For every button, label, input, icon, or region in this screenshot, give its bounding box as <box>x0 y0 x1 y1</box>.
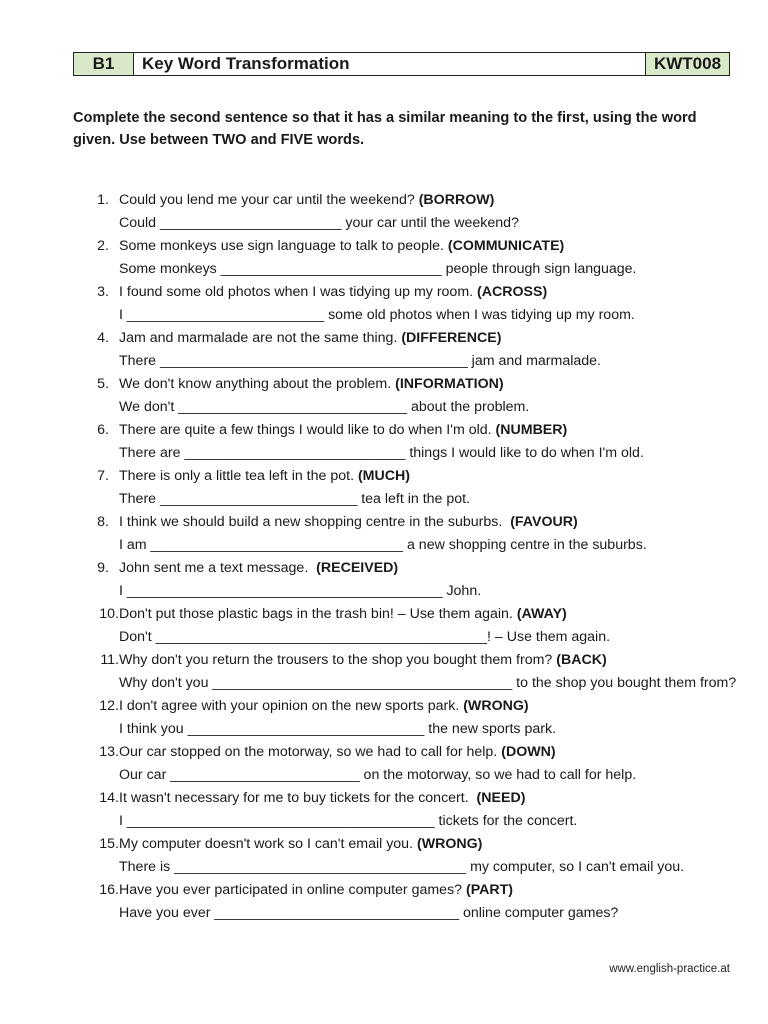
transformation-sentence: Our car ________________________ on the motorway, so we had to call for help. <box>119 767 637 783</box>
exercise-number: 6. <box>97 422 109 438</box>
exercise-number: 8. <box>97 514 109 530</box>
key-word: (ACROSS) <box>477 284 548 300</box>
worksheet-code: KWT008 <box>646 53 729 75</box>
transformation-sentence: We don't _____________________________ about the problem. <box>119 399 530 415</box>
exercise-number: 4. <box>97 330 109 346</box>
exercise-number: 9. <box>97 560 109 576</box>
key-word: (INFORMATION) <box>395 376 504 392</box>
transformation-sentence: Have you ever _______________________________ online computer games? <box>119 905 619 921</box>
exercise-number: 11. <box>100 652 119 668</box>
original-sentence <box>119 557 743 580</box>
instructions: Complete the second sentence so that it has a similar meaning to the first, using the word given. Use between TWO and FIVE words. <box>73 110 697 148</box>
sentence-text: We don't know anything about the problem. <box>119 376 396 392</box>
key-word: (RECEIVED) <box>316 560 399 576</box>
sentence-text: I found some old photos when I was tidying up my room. <box>119 284 478 300</box>
exercise-item <box>73 695 743 741</box>
exercise-number: 10. <box>99 606 119 622</box>
sentence-text: My computer doesn't work so I can't email you. <box>119 836 417 852</box>
sentence-text: There are quite a few things I would like to do when I'm old. <box>119 422 496 438</box>
exercise-item <box>73 649 743 695</box>
original-sentence <box>119 419 743 442</box>
transformation-sentence: Could _______________________ your car until the weekend? <box>119 215 519 231</box>
key-word: (NEED) <box>476 790 526 806</box>
transformation-sentence: There _________________________ tea left in the pot. <box>119 491 471 507</box>
sentence-text: Could you lend me your car until the weekend? <box>119 192 419 208</box>
transformation-sentence: There are ____________________________ things I would like to do when I'm old. <box>119 445 644 461</box>
original-sentence <box>119 787 743 810</box>
exercise-item <box>73 833 743 879</box>
transformation-sentence: I am ________________________________ a new shopping centre in the suburbs. <box>119 537 647 553</box>
sentence-text: I don't agree with your opinion on the new sports park. <box>119 698 464 714</box>
sentence-text: There is only a little tea left in the pot. <box>119 468 358 484</box>
original-sentence <box>119 695 743 718</box>
original-sentence <box>119 373 743 396</box>
exercise-number: 3. <box>97 284 109 300</box>
key-word: (COMMUNICATE) <box>447 238 565 254</box>
exercise-item <box>73 327 743 373</box>
sentence-text: Why don't you return the trousers to the shop you bought them from? <box>119 652 557 668</box>
exercise-item <box>73 603 743 649</box>
exercise-item <box>73 787 743 833</box>
exercise-number: 7. <box>97 468 109 484</box>
exercise-number: 16. <box>99 882 119 898</box>
original-sentence <box>119 741 743 764</box>
sentence-text: John sent me a text message. <box>119 560 317 576</box>
level-badge: B1 <box>74 53 134 75</box>
exercise-item <box>73 465 743 511</box>
key-word: (AWAY) <box>516 606 567 622</box>
original-sentence <box>119 465 743 488</box>
key-word: (PART) <box>466 882 514 898</box>
exercise-item <box>73 511 743 557</box>
original-sentence <box>119 235 743 258</box>
key-word: (BORROW) <box>418 192 495 208</box>
sentence-text: Our car stopped on the motorway, so we had to call for help. <box>119 744 502 760</box>
sentence-text: I think we should build a new shopping centre in the suburbs. <box>119 514 511 530</box>
worksheet-header <box>73 52 730 76</box>
transformation-sentence: There is _____________________________________ my computer, so I can't email you. <box>119 859 685 875</box>
key-word: (FAVOUR) <box>510 514 578 530</box>
key-word: (WRONG) <box>463 698 529 714</box>
exercise-number: 12. <box>99 698 119 714</box>
original-sentence <box>119 603 743 626</box>
original-sentence <box>119 281 743 304</box>
key-word: (NUMBER) <box>495 422 568 438</box>
transformation-sentence: I _______________________________________ tickets for the concert. <box>119 813 578 829</box>
original-sentence <box>119 649 743 672</box>
transformation-sentence: Some monkeys ____________________________ people through sign language. <box>119 261 637 277</box>
transformation-sentence: Don't __________________________________________! – Use them again. <box>119 629 611 645</box>
exercise-item <box>73 281 743 327</box>
transformation-sentence: I _________________________ some old photos when I was tidying up my room. <box>119 307 635 323</box>
exercise-number: 15. <box>99 836 119 852</box>
exercise-list <box>73 189 743 925</box>
exercise-number: 14. <box>99 790 119 806</box>
original-sentence <box>119 327 743 350</box>
original-sentence <box>119 511 743 534</box>
key-word: (MUCH) <box>357 468 410 484</box>
sentence-text: Don't put those plastic bags in the trash bin! – Use them again. <box>119 606 517 622</box>
key-word: (DIFFERENCE) <box>401 330 502 346</box>
exercise-number: 13. <box>99 744 119 760</box>
exercise-item <box>73 419 743 465</box>
sentence-text: Some monkeys use sign language to talk to people. <box>119 238 448 254</box>
transformation-sentence: I ________________________________________ John. <box>119 583 482 599</box>
original-sentence <box>119 879 743 902</box>
footer-url: www.english-practice.at <box>609 963 730 975</box>
exercise-item <box>73 235 743 281</box>
exercise-number: 2. <box>97 238 109 254</box>
key-word: (BACK) <box>556 652 607 668</box>
key-word: (WRONG) <box>416 836 483 852</box>
key-word: (DOWN) <box>501 744 556 760</box>
exercise-number: 1. <box>97 192 109 208</box>
sentence-text: Have you ever participated in online computer games? <box>119 882 466 898</box>
exercise-number: 5. <box>97 376 109 392</box>
exercise-item <box>73 557 743 603</box>
sentence-text: It wasn't necessary for me to buy tickets for the concert. <box>119 790 477 806</box>
exercise-item <box>73 373 743 419</box>
transformation-sentence: There _______________________________________ jam and marmalade. <box>119 353 601 369</box>
exercise-item <box>73 879 743 925</box>
worksheet-title: Key Word Transformation <box>134 53 646 75</box>
exercise-item <box>73 741 743 787</box>
original-sentence <box>119 189 743 212</box>
transformation-sentence: I think you ______________________________ the new sports park. <box>119 721 557 737</box>
transformation-sentence: Why don't you ______________________________________ to the shop you bought them from? <box>119 675 737 691</box>
exercise-item <box>73 189 743 235</box>
sentence-text: Jam and marmalade are not the same thing. <box>119 330 402 346</box>
original-sentence <box>119 833 743 856</box>
